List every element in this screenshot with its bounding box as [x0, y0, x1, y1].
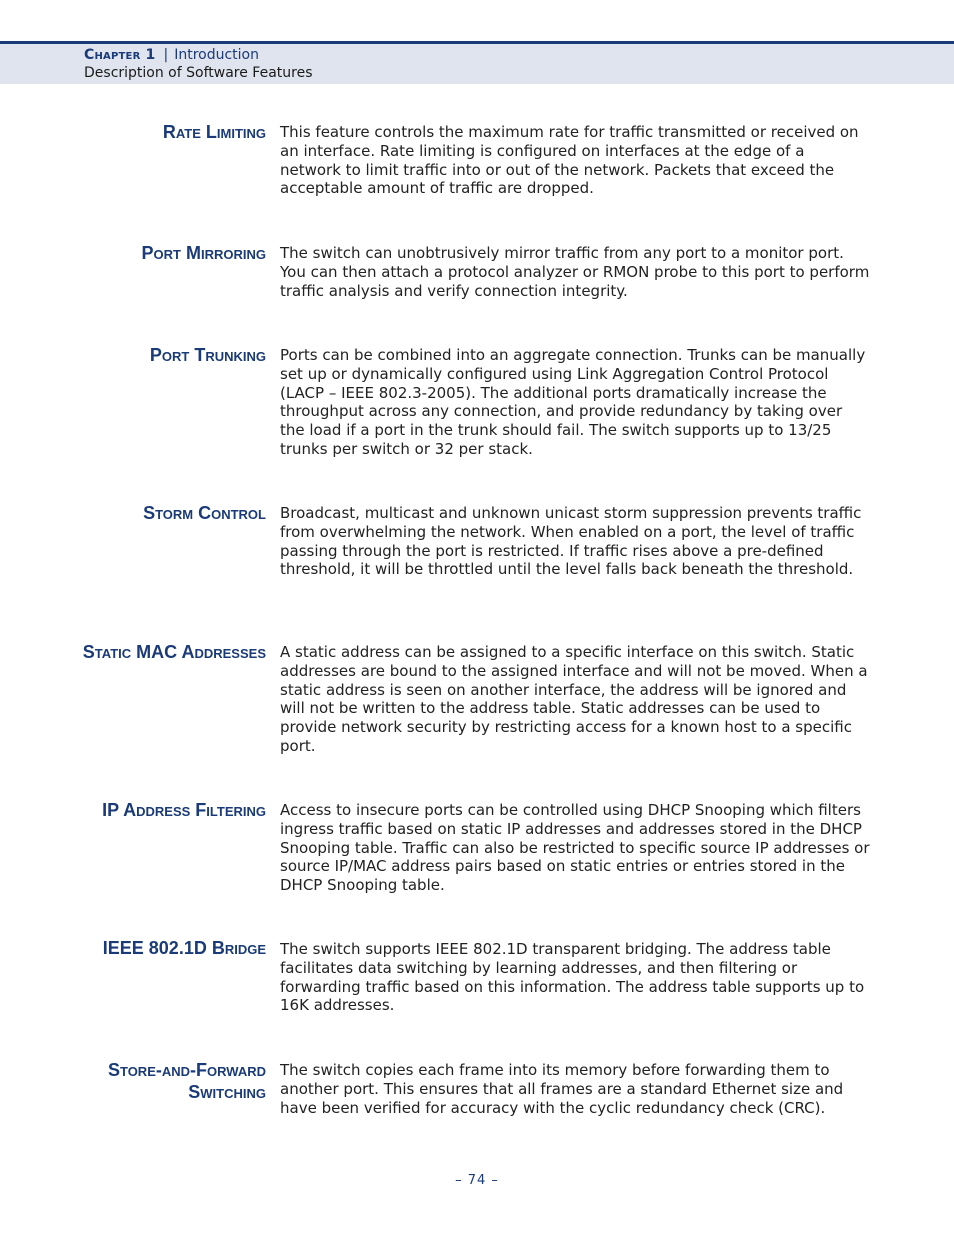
section-body: This feature controls the maximum rate for traffic transmitted or received on an interface. Rate limiting is configured on interfaces at the edge of a network to limit traffic into or out of the network. Packets that exceed the acceptable amount of traffic are dropped. [280, 123, 859, 198]
chapter-label: Chapter 1 [84, 47, 156, 63]
section-title: Static MAC Addresses [82, 642, 266, 662]
section-title: IEEE 802.1D Bridge [102, 938, 266, 958]
section-body: The switch copies each frame into its memory before forwarding them to another port. This ensures that all frames are a standard Ethernet size and have been verified for accuracy with the cyclic redundancy check (CRC). [280, 1061, 844, 1117]
section-title: Port Mirroring [141, 243, 266, 263]
running-header [0, 41, 954, 84]
chapter-title: Introduction [174, 47, 259, 63]
section-title: IP Address Filtering [102, 800, 266, 820]
section-body: The switch supports IEEE 802.1D transparent bridging. The address table facilitates data switching by learning addresses, and then filtering or forwarding traffic based on this information. The address table supports up to 16K addresses. [280, 940, 865, 1015]
section-body: Access to insecure ports can be controlled using DHCP Snooping which filters ingress traffic based on static IP addresses and addresses stored in the DHCP Snooping table. Traffic can also be restricted to specific source IP addresses or source IP/MAC address pairs based on static entries or entries stored in the DHCP Snooping table. [280, 801, 870, 895]
header-subtitle: Description of Software Features [84, 65, 313, 81]
section-title: Port Trunking [149, 345, 266, 365]
page-number: – 74 – [455, 1173, 499, 1188]
section-body: The switch can unobtrusively mirror traffic from any port to a monitor port. You can then attach a protocol analyzer or RMON probe to this port to perform traffic analysis and verify connection integrity. [280, 244, 870, 300]
section-body: Ports can be combined into an aggregate connection. Trunks can be manually set up or dynamically configured using Link Aggregation Control Protocol (LACP – IEEE 802.3-2005). The additional ports dramatically increase the throughput across any connection, and provide redundancy by taking over the load if a port in the trunk should fail. The switch supports up to 13/25 trunks per switch or 32 per stack. [280, 346, 866, 458]
section-body: A static address can be assigned to a specific interface on this switch. Static addresses are bound to the assigned interface and will not be moved. When a static address is seen on another interface, the address will be ignored and will not be written to the address table. Static addresses can be used to provide network security by restricting access for a known host to a specific port. [280, 643, 868, 755]
section-title: Store-and-Forward Switching [107, 1060, 266, 1102]
section-title: Rate Limiting [162, 122, 266, 142]
header-separator: | [163, 47, 169, 63]
header-chapter-line [84, 46, 259, 64]
section-body: Broadcast, multicast and unknown unicast storm suppression prevents traffic from overwhelming the network. When enabled on a port, the level of traffic passing through the port is restricted. If traffic rises above a pre-defined threshold, it will be throttled until the level falls back beneath the threshold. [280, 504, 862, 579]
section-title: Storm Control [143, 503, 266, 523]
